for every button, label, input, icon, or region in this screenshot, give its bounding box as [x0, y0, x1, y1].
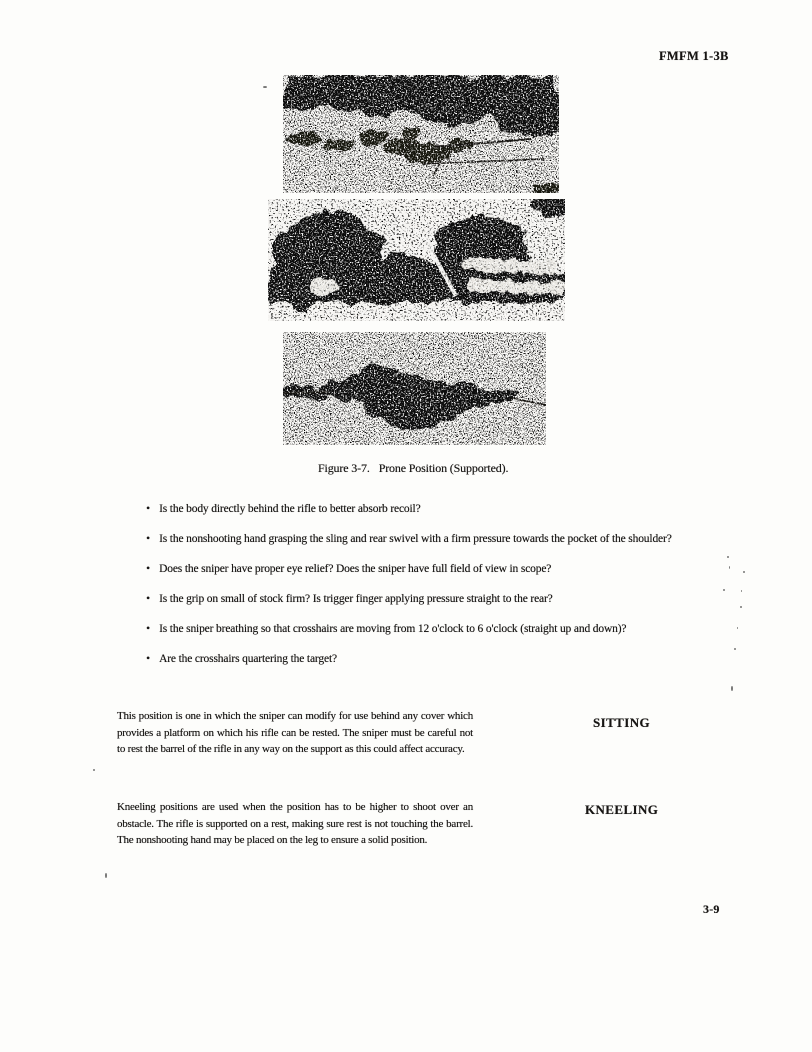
photo-prone-grass-treeline — [283, 75, 559, 193]
scan-artifact — [734, 648, 736, 650]
checklist-item-text: Is the body directly behind the rifle to better absorb recoil? — [159, 503, 421, 515]
checklist-item-text: Are the crosshairs quartering the target? — [159, 653, 337, 665]
checklist-item — [146, 532, 730, 546]
kneeling-paragraph: Kneeling positions are used when the position has to be higher to shoot over an obstacle. The rifle is supported on a rest, making sure rest is not touching the barrel. The nonshooting hand may be placed on the leg to ensure a solid position. — [117, 801, 473, 846]
checklist-item — [146, 592, 730, 606]
sitting-heading: SITTING — [593, 715, 650, 730]
figure-label: Figure 3-7. — [318, 461, 370, 475]
scan-artifact — [105, 873, 107, 878]
bullet-icon: • — [146, 561, 151, 575]
checklist-item-text: Is the grip on small of stock firm? Is trigger finger applying pressure straight to the rear? — [159, 593, 553, 605]
halftone-highlights — [268, 199, 565, 321]
checklist-item — [146, 652, 730, 666]
figure-title: Prone Position (Supported). — [378, 461, 509, 475]
checklist-item — [146, 622, 730, 636]
sitting-paragraph: This position is one in which the sniper can modify for use behind any cover which provides a platform on which his rifle can be rested. The sniper must be careful not to rest the barrel of the rifle in any way on the support as this could affect accuracy. — [117, 710, 473, 755]
scan-artifact — [723, 589, 725, 591]
bullet-icon: • — [146, 651, 151, 665]
figure-caption — [318, 461, 508, 476]
scan-artifact — [731, 686, 733, 691]
scan-artifact — [729, 566, 730, 569]
scan-artifact — [93, 769, 95, 771]
checklist — [146, 502, 730, 682]
kneeling-heading: KNEELING — [585, 802, 659, 817]
page-number: 3-9 — [703, 902, 720, 916]
scan-artifact — [263, 86, 267, 88]
halftone-highlights — [283, 332, 546, 445]
checklist-item-text: Does the sniper have proper eye relief? Does the sniper have full field of view in scope? — [159, 563, 552, 575]
checklist-item-text: Is the sniper breathing so that crosshairs are moving from 12 o'clock to 6 o'clock (straight up and down)? — [159, 623, 627, 635]
scan-artifact — [727, 556, 729, 558]
scan-artifact — [741, 590, 742, 592]
scan-artifact — [740, 606, 742, 608]
bullet-icon: • — [146, 531, 151, 545]
checklist-item — [146, 502, 730, 516]
halftone-highlights — [283, 75, 559, 193]
photo-prone-side-silhouette — [283, 332, 546, 445]
scan-artifact — [737, 627, 738, 629]
scan-artifact — [743, 571, 745, 573]
bullet-icon: • — [146, 621, 151, 635]
bullet-icon: • — [146, 501, 151, 515]
bullet-icon: • — [146, 591, 151, 605]
photo-prone-front-view — [268, 199, 565, 321]
publication-reference: FMFM 1-3B — [659, 49, 729, 63]
checklist-item-text: Is the nonshooting hand grasping the sling and rear swivel with a firm pressure towards the pocket of the shoulder? — [159, 533, 672, 545]
checklist-item — [146, 562, 730, 576]
